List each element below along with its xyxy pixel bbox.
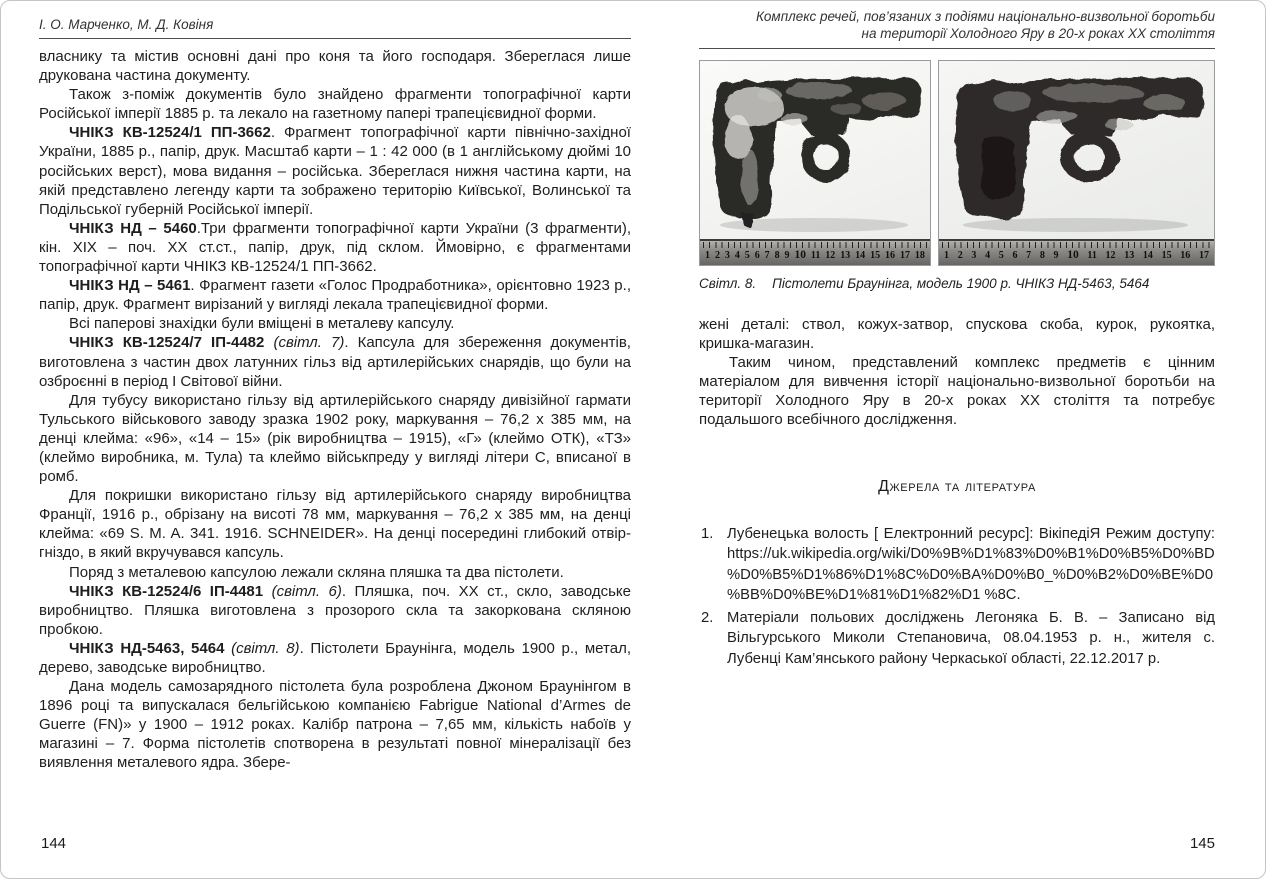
- page-number-left: 144: [41, 835, 67, 852]
- paragraph: Дана модель самозарядного пістолета була розроблена Джоном Браунінгом в 1896 році та випускалася бельгійською компанією Fabrigue National d’Armes de Guerre (FN)» у 1900 – 1912 роках. Калібр патрона – 7,65 мм, кількість набоїв у магазині – 7. Форма пістолетів спотворена в результаті повної мінералізації без виявлення металевого ядра. Збере-: [39, 678, 631, 772]
- running-header-title-line1: Комплекс речей, пов’язаних з подіями національно-визвольної боротьби: [755, 9, 1215, 24]
- running-header-authors: І. О. Марченко, М. Д. Ковіня: [39, 17, 214, 32]
- pistol-photo-left: [699, 60, 931, 266]
- pistol-image: [700, 61, 930, 239]
- page-left-body: [39, 47, 631, 773]
- ruler-number: 8: [1039, 250, 1045, 261]
- ruler-number: 3: [724, 250, 730, 261]
- ruler-numbers: [700, 248, 930, 263]
- ruler-number: 16: [1180, 250, 1191, 261]
- paragraph: ЧНІКЗ КВ-12524/7 ІП-4482 (світл. 7). Капсула для збереження документів, виготовлена з частин двох латунних гільз від артилерійських снарядів, що були на озброєнні в період І Світової війни.: [39, 334, 631, 390]
- paragraph: Всі паперові знахідки були вміщені в металеву капсулу.: [69, 315, 455, 333]
- ruler-number: 14: [1142, 250, 1153, 261]
- ruler-number: 1: [944, 250, 949, 261]
- ruler-number: 11: [810, 250, 821, 261]
- ruler-number: 5: [744, 250, 750, 261]
- paragraph: Поряд з металевою капсулою лежали скляна пляшка та два пістолети.: [69, 563, 564, 581]
- sources-heading: Джерела та література: [878, 477, 1036, 495]
- page-right: [699, 9, 1215, 671]
- reference-text: Лубенецька волость [ Електронний ресурс]: ВікіпедіЯ Режим доступу: https://uk.wikipedia.org/wiki/D0%9B%D1%83%D0%B1%D0%B5%D0%BD%D0%B5%D1%86%D1%8C%D0%BA%D0%B0_%D0%B2%D0%BE%D0%BB%D0%BE%D1%81%D1%82%D1 %8C.: [727, 525, 1215, 604]
- ruler-number: 9: [1053, 250, 1059, 261]
- figure-caption: [699, 276, 1215, 291]
- ruler-number: 4: [985, 250, 991, 261]
- ruler-number: 6: [754, 250, 760, 261]
- paragraph: ЧНІКЗ КВ-12524/6 ІП-4481 (світл. 6). Пляшка, поч. XX ст., скло, заводське виробництво. Пляшка виготовлена з прозорого скла та закоркована скляною пробкою.: [39, 582, 631, 638]
- ruler-number: 15: [1161, 250, 1172, 261]
- ruler-number: 2: [714, 250, 720, 261]
- ruler-number: 12: [1105, 250, 1116, 261]
- pistol-photo-right: [938, 60, 1215, 266]
- ruler-number: 18: [914, 250, 925, 261]
- paragraph: власнику та містив основні дані про коня та його господаря. Збереглася лише друкована частина документу.: [39, 48, 631, 85]
- paragraph: ЧНІКЗ НД – 5461. Фрагмент газети «Голос Продработника», орієнтовно 1923 р., папір, друк. Фрагмент вирізаний у вигляді лекала трапецієвидної форми.: [39, 277, 631, 314]
- ruler-number: 7: [764, 250, 770, 261]
- paragraph: Для тубусу використано гільзу від артилерійського снаряду дивізійної гармати Тульського військового заводу зразка 1902 року, маркування – 76,2 х 385 мм, на денці клейма: «96», «14 – 15» (рік виробництва – 1915), «Г» (клеймо ОТК), «ТЗ» (клеймо виробника, м. Тула) та клеймо військпреду у вигляді літери С, вписаної в ромб.: [39, 391, 631, 486]
- reference-text: Матеріали польових досліджень Легоняка Б. В. – Записано від Вільгурського Миколи Степановича, 08.04.1953 р. н., жителя с. Лубенці Кам’янського району Черкаської області, 22.12.2017 р.: [727, 609, 1215, 667]
- paragraph: ЧНІКЗ НД-5463, 5464 (світл. 8). Пістолети Браунінга, модель 1900 р., метал, дерево, заводське виробництво.: [39, 639, 631, 676]
- ruler-number: 8: [774, 250, 780, 261]
- paragraph: ЧНІКЗ КВ-12524/1 ПП-3662. Фрагмент топографічної карти північно-західної України, 1885 р., папір, друк. Масштаб карти – 1 : 42 000 (в 1 англійському дюймі 10 російських верст), мова видання – російська. Збереглася нижня частина карти, на якій представлено легенду карти та зображено територію Київської, Волинської та Подільської губерній Російської імперії.: [39, 124, 631, 218]
- paragraph: ЧНІКЗ НД – 5460.Три фрагменти топографічної карти України (3 фрагменти), кін. XIX – поч. XX ст.ст., папір, друк, під склом. Ймовірно, є фрагментами топографічної карти ЧНІКЗ КВ-12524/1 ПП-3662.: [39, 219, 631, 276]
- ruler-number: 3: [971, 250, 977, 261]
- running-header-right: [699, 9, 1215, 49]
- reference-item: [699, 608, 1215, 670]
- ruler-number: 4: [734, 250, 740, 261]
- ruler-number: 12: [825, 250, 836, 261]
- page-number-right: 145: [1189, 835, 1215, 852]
- ruler-number: 13: [1124, 250, 1135, 261]
- ruler-number: 7: [1026, 250, 1032, 261]
- photo-row: [699, 60, 1215, 266]
- paragraph: Для покришки використано гільзу від артилерійського снаряду виробництва Франції, 1916 р., обрізану на висоті 78 мм, маркування – 76,2 х 385 мм, на денці клейма: «69 S. M. A. 341. 1916. SCHNEIDER». На денці посередині глибокий отвір-гніздо, в який вкручувався капсуль.: [39, 487, 631, 562]
- ruler-number: 6: [1012, 250, 1018, 261]
- ruler-number: 2: [957, 250, 963, 261]
- ruler: [700, 239, 930, 265]
- figure-caption-text: Пістолети Браунінга, модель 1900 р. ЧНІКЗ НД-5463, 5464: [772, 276, 1150, 291]
- paragraph: Також з-поміж документів було знайдено фрагменти топографічної карти Російської імперії 1885 р. та лекало на газетному папері трапецієвидної форми.: [39, 86, 631, 123]
- ruler-number: 10: [1067, 249, 1079, 261]
- reference-number: 2.: [701, 609, 714, 626]
- ruler-number: 17: [1198, 250, 1209, 261]
- page-right-body: [699, 315, 1215, 430]
- reference-number: 1.: [701, 525, 714, 542]
- ruler: [939, 239, 1214, 265]
- ruler-number: 17: [899, 250, 910, 261]
- ruler-number: 11: [1087, 250, 1097, 261]
- ruler-number: 5: [998, 250, 1004, 261]
- ruler-number: 9: [784, 250, 790, 261]
- ruler-number: 14: [855, 250, 866, 261]
- ruler-number: 16: [885, 250, 896, 261]
- paragraph: жені деталі: ствол, кожух-затвор, спускова скоба, курок, рукоятка, кришка-магазин.: [699, 316, 1215, 353]
- ruler-number: 15: [870, 250, 881, 261]
- figure-caption-label: Світл. 8.: [699, 276, 757, 291]
- running-header-left: [39, 13, 631, 39]
- references-list: [699, 524, 1215, 670]
- figure-pistols: [699, 60, 1215, 291]
- ruler-number: 1: [705, 250, 710, 261]
- ruler-numbers: [939, 248, 1214, 263]
- running-header-title-line2: на території Холодного Яру в 20-х роках ХХ століття: [861, 25, 1215, 41]
- ruler-number: 10: [794, 249, 806, 261]
- page-left: [39, 13, 631, 773]
- ruler-number: 13: [840, 250, 851, 261]
- paragraph: Таким чином, представлений комплекс предметів є цінним матеріалом для вивчення історії національно-визвольної боротьби на території Холодного Яру в 20-х роках ХХ століття та потребує подальшого всебічного дослідження.: [699, 354, 1215, 429]
- reference-item: [699, 524, 1215, 606]
- pistol-image: [939, 61, 1214, 239]
